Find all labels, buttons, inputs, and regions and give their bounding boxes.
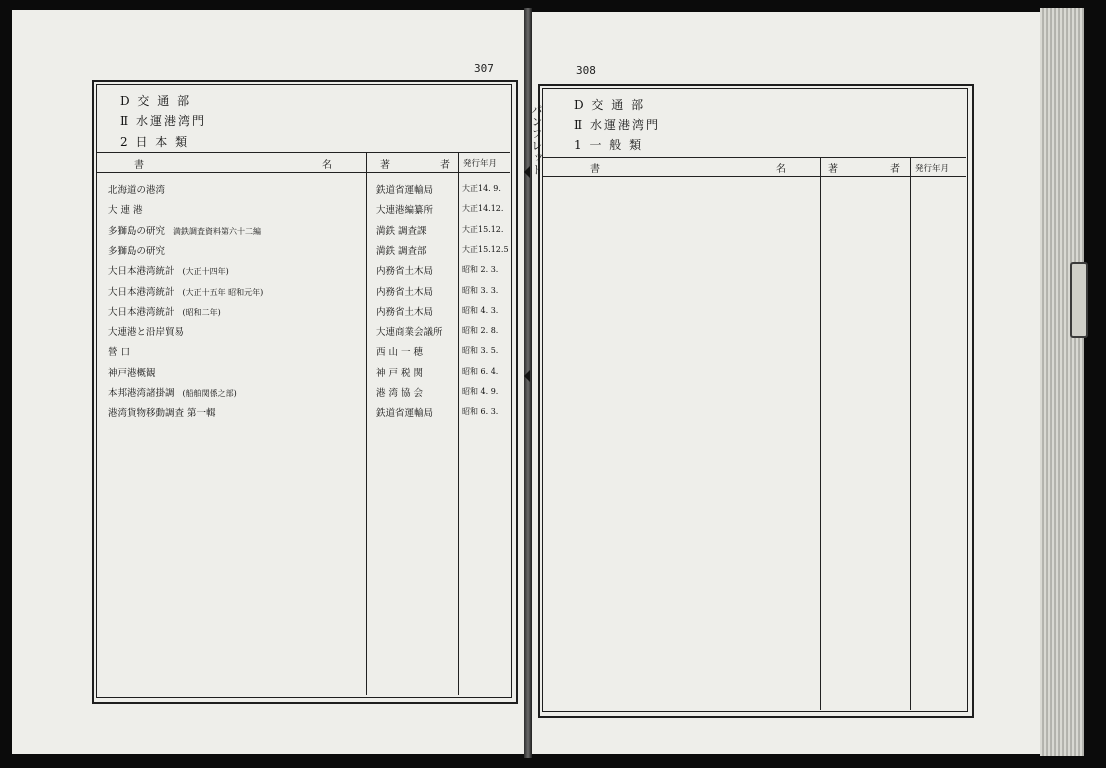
- row-title-text: 大連港と沿岸貿易: [108, 327, 185, 339]
- section-heading: D 交 通 部: [120, 94, 192, 108]
- column-header-title-2: 名: [776, 164, 786, 175]
- row-date: 昭和 2. 8.: [462, 326, 499, 336]
- row-title-note: (船舶関係之部): [182, 389, 237, 398]
- column-header-author-2: 者: [890, 164, 900, 175]
- table-row-title: [108, 324, 184, 338]
- column-divider-author: [366, 153, 367, 695]
- row-date: 昭和 6. 3.: [462, 407, 499, 417]
- row-date: 大正15.12.: [462, 224, 504, 234]
- column-header-title-1: 書: [134, 160, 144, 171]
- column-header-date: 発行年月: [463, 159, 498, 169]
- row-author: 満鉄 調査部: [376, 245, 427, 257]
- row-date: 昭和 6. 4.: [462, 366, 499, 376]
- row-date: 昭和 2. 3.: [462, 265, 499, 275]
- table-row-title: [108, 182, 165, 196]
- category-heading: 1 一 般 類: [574, 138, 644, 152]
- subsection-heading: Ⅱ 水運港湾門: [574, 118, 660, 132]
- row-date: 大正15.12.5: [462, 244, 509, 254]
- section-heading: D 交 通 部: [574, 98, 646, 112]
- table-row-title: [108, 405, 216, 419]
- row-author: 神 戸 税 関: [376, 367, 424, 379]
- row-author: 内務省土木局: [376, 286, 434, 298]
- row-author: 鉄道省運輸局: [376, 185, 434, 196]
- row-title-text: 多獅島の研究: [108, 245, 166, 257]
- column-header-title-2: 名: [322, 160, 332, 171]
- table-row-title: [108, 263, 229, 277]
- column-divider-date: [458, 153, 459, 695]
- row-date: 昭和 3. 5.: [462, 346, 499, 356]
- subsection-heading: Ⅱ 水運港湾門: [120, 114, 206, 128]
- table-row-title: [108, 385, 237, 399]
- column-header-date: 発行年月: [915, 164, 950, 174]
- page-marker-arrow: [524, 166, 530, 178]
- row-author: 鉄道省運輸局: [376, 408, 434, 420]
- row-author: 港 湾 協 会: [376, 388, 424, 399]
- table-row-title: [108, 304, 221, 318]
- row-author: 満鉄 調査課: [376, 225, 427, 237]
- row-date: 大正14. 9.: [462, 184, 501, 193]
- row-author: 大連商業会議所: [376, 327, 443, 339]
- row-title-note: 満鉄調査資料第六十二編: [173, 226, 262, 236]
- binder-clip: [1070, 262, 1088, 338]
- row-title-text: 多獅島の研究: [108, 225, 166, 237]
- row-author: 西 山 一 穂: [376, 347, 424, 359]
- row-title-text: 營 口: [108, 347, 131, 359]
- row-author: 内務省土木局: [376, 266, 434, 278]
- row-date: 昭和 4. 3.: [462, 305, 499, 315]
- row-title-text: 本邦港湾諸掛調: [108, 388, 175, 399]
- left-page: [12, 10, 526, 754]
- row-title-text: 大日本港湾統計: [108, 266, 175, 278]
- row-title-text: 大日本港湾統計: [108, 306, 175, 318]
- row-title-text: 大 連 港: [108, 205, 143, 217]
- table-header-rule: [543, 176, 966, 177]
- row-date: 昭和 4. 9.: [462, 387, 499, 396]
- table-top-rule: [97, 152, 510, 153]
- row-title-text: 北海道の港湾: [108, 185, 166, 196]
- row-title-note: (大正十四年): [182, 267, 229, 277]
- row-title-text: 大日本港湾統計: [108, 286, 175, 298]
- row-date: 大正14.12.: [462, 204, 504, 214]
- column-header-author-2: 者: [440, 160, 450, 171]
- column-divider-date: [910, 158, 911, 710]
- table-top-rule: [543, 157, 966, 158]
- page-number: 307: [474, 62, 494, 75]
- table-header-rule: [97, 172, 510, 173]
- table-row-title: [108, 365, 156, 379]
- page-number: 308: [576, 64, 596, 77]
- row-title-note: (大正十五年 昭和元年): [182, 287, 264, 297]
- page-edges: [1040, 8, 1084, 756]
- row-date: 昭和 3. 3.: [462, 285, 499, 295]
- row-title-text: 港湾貨物移動調査 第一輯: [108, 408, 216, 420]
- table-row-title: [108, 243, 165, 257]
- table-row-title: [108, 223, 261, 237]
- row-author: 大連港編纂所: [376, 205, 434, 217]
- row-author: 内務省土木局: [376, 306, 434, 318]
- category-heading: 2 日 本 類: [120, 135, 190, 149]
- table-row-title: [108, 202, 143, 216]
- right-page: [530, 12, 1040, 754]
- column-header-title-1: 書: [590, 164, 600, 175]
- row-title-note: (昭和二年): [182, 307, 221, 317]
- inner-frame: [542, 88, 968, 712]
- column-header-author-1: 著: [380, 160, 390, 171]
- page-marker-arrow: [524, 370, 530, 382]
- pamphlet-tab-label: パンフレット: [530, 104, 543, 176]
- table-row-title: [108, 344, 130, 358]
- column-header-author-1: 著: [828, 164, 838, 175]
- row-title-text: 神戸港概観: [108, 367, 156, 379]
- column-divider-author: [820, 158, 821, 710]
- table-row-title: [108, 284, 263, 298]
